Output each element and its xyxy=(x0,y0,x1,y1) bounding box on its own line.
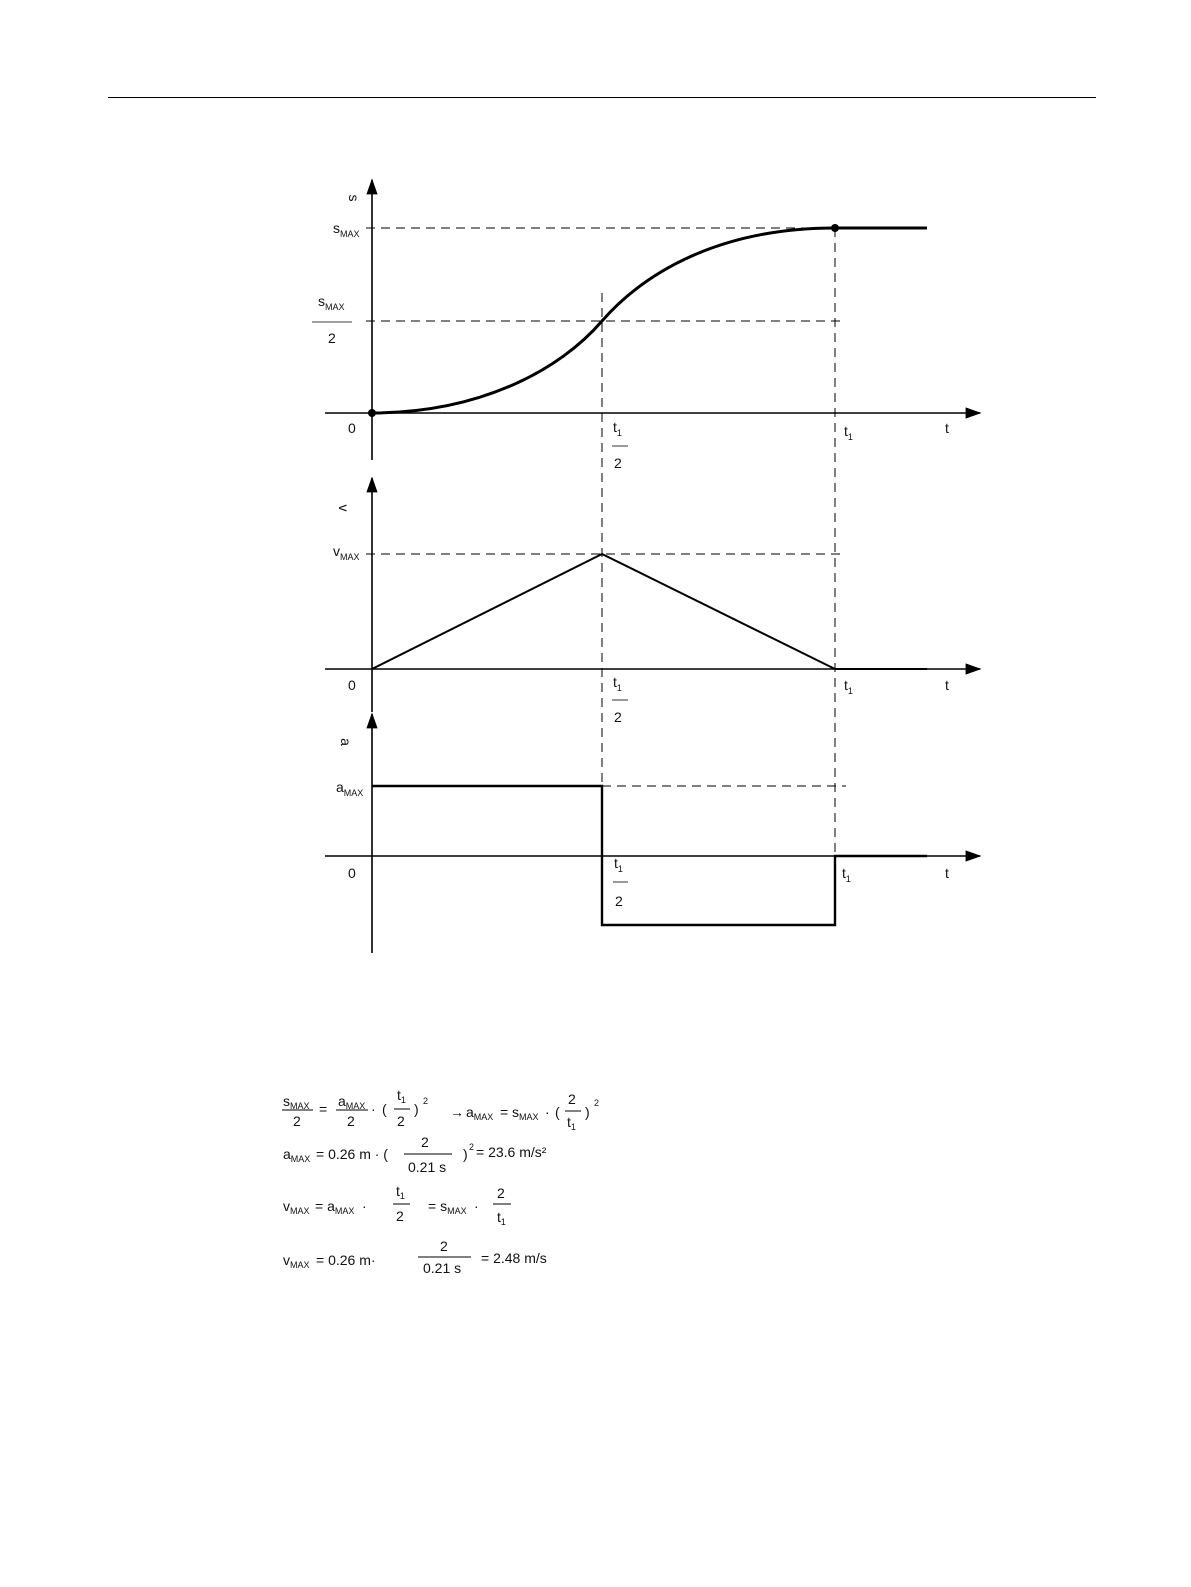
v-origin-label: 0 xyxy=(348,677,356,693)
a-thalf-denominator: 2 xyxy=(615,893,623,909)
s-t-axis-label: t xyxy=(945,420,949,436)
f3-dot-2: · xyxy=(474,1198,479,1214)
start-point xyxy=(368,409,376,417)
s-thalf-denominator: 2 xyxy=(614,455,622,471)
f1-smax: sMAX xyxy=(283,1093,310,1111)
f2-num: 2 xyxy=(421,1134,429,1150)
v-thalf-numerator: $t_1$ xyxy=(613,674,622,693)
f1-t1: t1 xyxy=(397,1087,406,1105)
f3-two-2: 2 xyxy=(497,1185,505,1201)
s-origin-label: 0 xyxy=(348,420,356,436)
shalf-denominator: 2 xyxy=(328,330,336,346)
f1-lpar-2: ( xyxy=(555,1104,560,1120)
f2-amax: aMAX xyxy=(283,1146,311,1164)
f3-vmax: vMAX xyxy=(283,1198,310,1216)
shalf-numerator: $s_{MAX}$ xyxy=(318,293,345,312)
f1-dot: · xyxy=(371,1101,376,1117)
vmax-label: $v_{MAX}$ xyxy=(333,543,360,562)
f1-two-4: 2 xyxy=(568,1091,576,1107)
f2-result: = 23.6 m/s² xyxy=(476,1144,547,1160)
f2-den: 0.21 s xyxy=(408,1159,447,1175)
f4-result: = 2.48 m/s xyxy=(481,1250,547,1266)
v-axis-label: v xyxy=(336,504,352,512)
f1-amax-2: aMAX xyxy=(466,1104,494,1122)
amax-label: $a_{MAX}$ xyxy=(336,779,364,798)
s-tend-label: $t_1$ xyxy=(844,423,853,442)
f1-dot-2: · xyxy=(545,1104,550,1120)
s-thalf-numerator: $t_1$ xyxy=(613,419,622,438)
f1-smax-2: sMAX xyxy=(512,1104,539,1122)
f1-t1-2: t1 xyxy=(567,1114,576,1132)
position-chart xyxy=(312,180,980,471)
velocity-curve xyxy=(372,554,927,669)
f2-sq: 2 xyxy=(469,1142,475,1152)
f4-prefix: = 0.26 m· xyxy=(316,1252,376,1268)
v-tend-label: $t_1$ xyxy=(844,677,853,696)
s-axis-label: s xyxy=(346,194,362,202)
formula-line-3 xyxy=(283,1183,511,1227)
f1-two-3: 2 xyxy=(397,1113,405,1129)
f3-t1: t1 xyxy=(396,1183,405,1201)
smax-label: $s_{MAX}$ xyxy=(333,220,360,239)
f1-eq-2: = xyxy=(500,1104,509,1120)
f1-lpar: ( xyxy=(382,1101,387,1117)
f1-rpar-2: ) xyxy=(585,1104,590,1120)
f3-eq-amax: = aMAX xyxy=(315,1198,355,1216)
f2-prefix: = 0.26 m · ( xyxy=(316,1146,388,1162)
f3-dot: · xyxy=(362,1198,367,1214)
f1-amax: aMAX xyxy=(338,1093,366,1111)
a-thalf-numerator: $t_1$ xyxy=(614,855,623,874)
position-curve xyxy=(372,228,927,413)
a-t-axis-label: t xyxy=(945,865,949,881)
f3-two-1: 2 xyxy=(396,1208,404,1224)
velocity-chart xyxy=(325,478,980,725)
f4-num: 2 xyxy=(440,1238,448,1254)
formula-line-4 xyxy=(283,1238,547,1276)
f4-den: 0.21 s xyxy=(423,1260,462,1276)
v-thalf-denominator: 2 xyxy=(614,709,622,725)
a-tend-label: $t_1$ xyxy=(842,865,851,884)
formula-line-2 xyxy=(283,1134,547,1175)
v-t-axis-label: t xyxy=(945,677,949,693)
formula-line-1 xyxy=(282,1087,599,1132)
f2-close: ) xyxy=(463,1146,468,1162)
f1-sq-2: 2 xyxy=(594,1098,600,1108)
acceleration-chart xyxy=(325,714,980,953)
f1-arrow: → xyxy=(450,1104,464,1120)
a-origin-label: 0 xyxy=(348,865,356,881)
f3-eq-smax: = sMAX xyxy=(428,1198,467,1216)
f1-eq: = xyxy=(319,1101,328,1117)
f4-vmax: vMAX xyxy=(283,1252,310,1270)
f1-two-2: 2 xyxy=(347,1113,355,1129)
f1-sq: 2 xyxy=(423,1096,429,1106)
formulas xyxy=(282,1087,599,1276)
f1-two-1: 2 xyxy=(293,1113,301,1129)
f3-t1-2: t1 xyxy=(497,1209,506,1227)
a-axis-label: a xyxy=(338,738,354,746)
f1-rpar: ) xyxy=(414,1101,419,1117)
